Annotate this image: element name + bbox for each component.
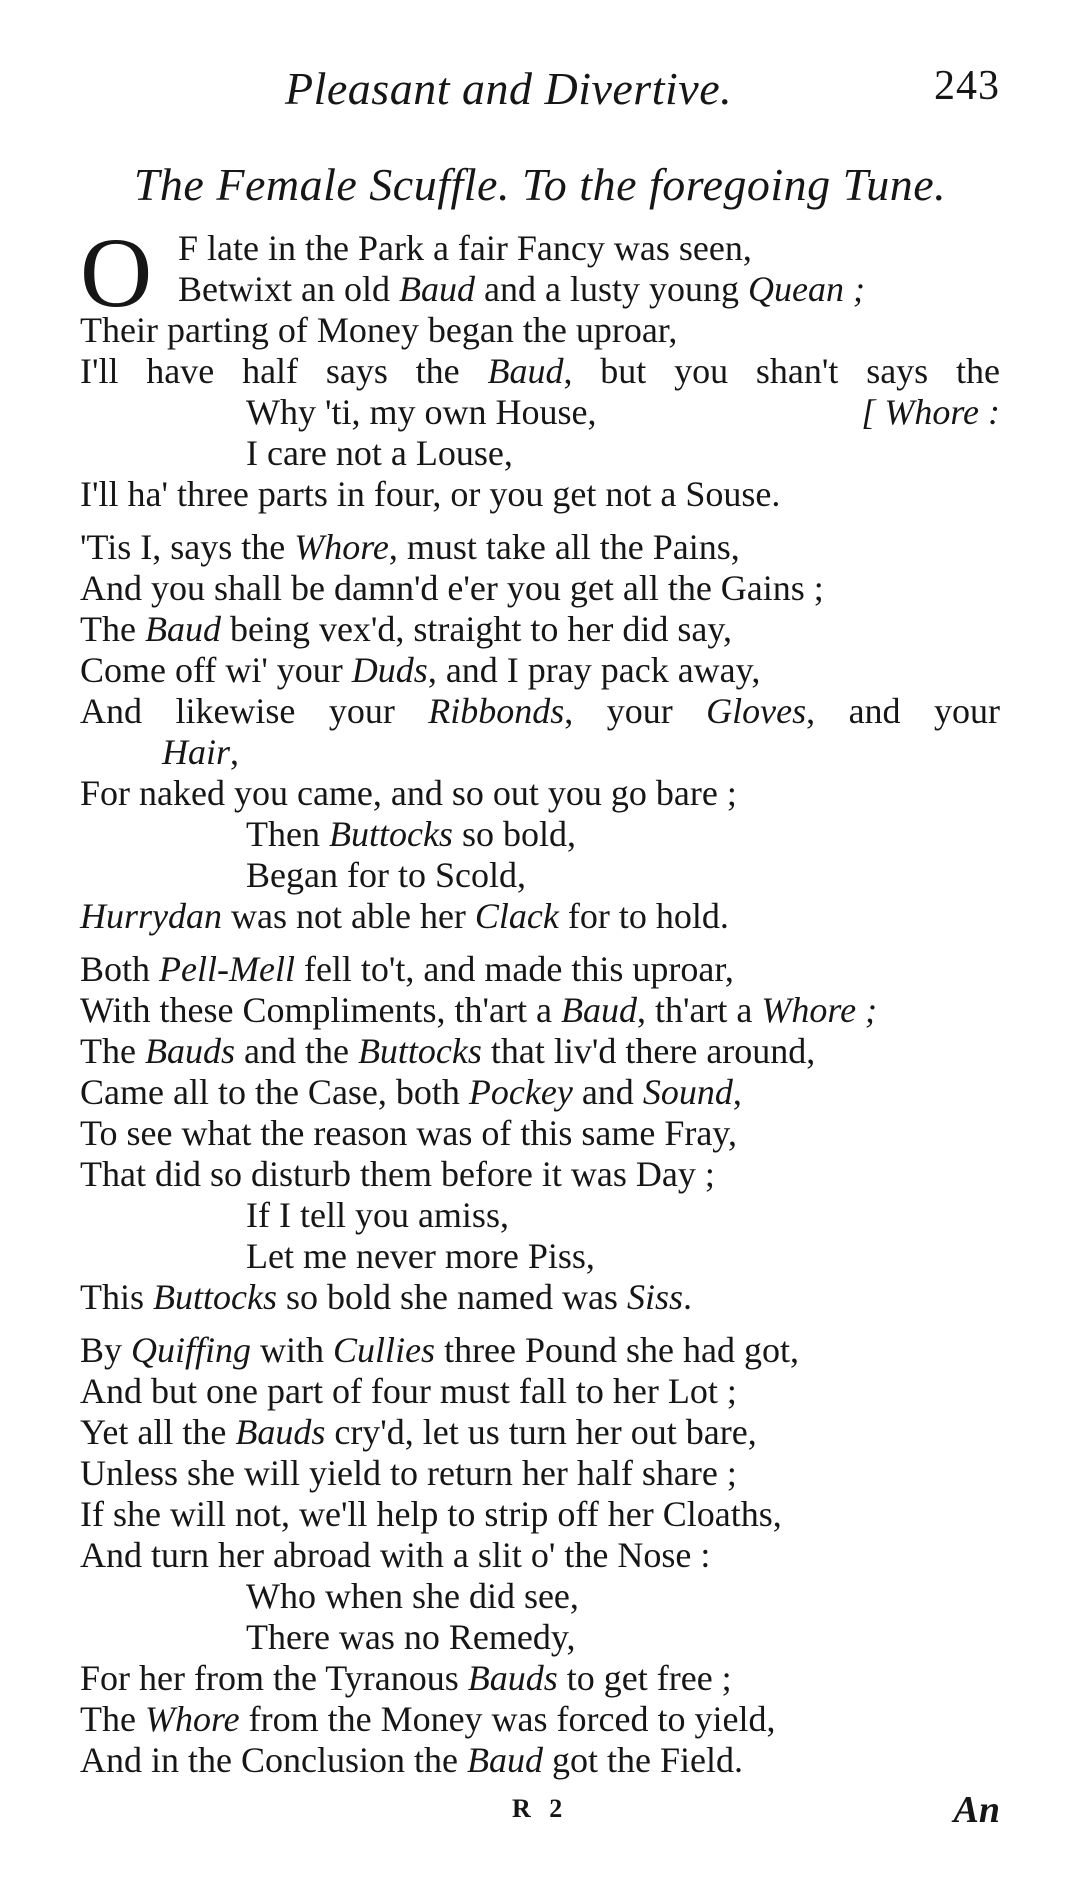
line-segment: , must take all the Pains, [388,527,740,567]
line-segment: Then [246,814,329,854]
line-segment: and [572,1072,643,1112]
line-segment: Clack [474,896,559,936]
line-segment: For her from the Tyranous [80,1658,468,1698]
line-segment: If I tell you amiss, [246,1195,509,1235]
line-segment: Buttocks [328,814,453,854]
line-segment: Their parting of Money began the uproar, [80,310,678,350]
line-segment: Why 'ti, my own House, [246,392,597,432]
poem-line [80,1195,1000,1236]
line-segment: Pell-Mell [159,949,295,989]
poem-line [80,650,1000,691]
poem-line [80,1535,1000,1576]
line-segment: I'll have half says the [80,351,488,391]
poem-line [80,896,1000,937]
line-segment: for to hold. [558,896,729,936]
poem-line [80,1740,1000,1781]
line-segment: Quean ; [747,269,865,309]
stanza [80,949,1000,1318]
line-segment: Sound [642,1072,733,1112]
line-segment: F late in the Park a fair Fancy was seen, [178,228,752,268]
poem-line [80,269,1000,310]
poem-line [80,1453,1000,1494]
line-segment: Whore ; [761,990,878,1030]
line-segment: Bauds [144,1031,235,1071]
line-segment: Who when she did see, [246,1576,579,1616]
poem-line [80,1330,1000,1371]
poem-line [80,609,1000,650]
song-title: The Female Scuffle. To the foregoing Tune. [133,159,947,210]
line-segment: Came all to the Case, both [80,1072,469,1112]
line-segment: And likewise your [80,691,429,731]
poem-line [80,310,1000,351]
poem-line [80,855,1000,896]
poem-line [80,691,1000,732]
poem-line [80,568,1000,609]
catchword: An [953,1789,1000,1831]
line-segment: , and your [806,691,1000,731]
line-segment: And you shall be damn'd e'er you get all the Gains ; [80,568,824,608]
line-segment: By [80,1330,132,1370]
line-segment: Began for to Scold, [246,855,526,895]
line-segment: from the Money was forced to yield, [239,1699,776,1739]
poem-line [80,1699,1000,1740]
line-segment: And turn her abroad with a slit o' the Nose : [80,1535,711,1575]
poem-line [80,228,1000,269]
poem-line [80,1236,1000,1277]
stanza [80,217,1000,515]
line-segment: Duds [351,650,428,690]
page-number: 243 [934,63,1000,109]
poem-line [80,433,1000,474]
line-segment: Whore [144,1699,240,1739]
poem-line [80,1494,1000,1535]
line-segment: The [80,1031,145,1071]
poem-line [80,1072,1000,1113]
line-segment: , your [564,691,707,731]
poem-line [80,1371,1000,1412]
line-segment: Both [80,949,160,989]
line-segment: Baud [398,269,475,309]
poem-line [80,990,1000,1031]
line-segment: The [80,1699,145,1739]
line-segment: three Pound she had got, [435,1330,799,1370]
line-segment: To see what the reason was of this same Fray, [80,1113,737,1153]
poem-line [80,1658,1000,1699]
poem-line [80,1576,1000,1617]
line-segment: With these Compliments, th'art a [80,990,561,1030]
line-segment: Ribbonds [428,691,565,731]
poem-line [80,392,1000,433]
poem-line [80,1617,1000,1658]
line-segment: Quiffing [131,1330,252,1370]
line-segment: Baud [560,990,637,1030]
line-segment: Betwixt an old [178,269,399,309]
line-segment: with [251,1330,334,1370]
line-segment: to get free ; [557,1658,732,1698]
line-segment: , [732,1072,742,1112]
line-segment: Come off wi' your [80,650,352,690]
line-segment: Pockey [468,1072,573,1112]
poem-line [80,474,1000,515]
line-segment: Gloves [706,691,807,731]
line-segment: This [80,1277,154,1317]
line-segment: so bold, [452,814,576,854]
poem-line [80,1412,1000,1453]
line-segment: 'Tis I, says the [80,527,295,567]
line-segment: The [80,609,145,649]
stanza [80,527,1000,937]
poem-line [80,1154,1000,1195]
turnover-word: [ Whore : [861,392,1000,432]
line-segment: Yet all the [80,1412,236,1452]
line-segment: For naked you came, and so out you go bare ; [80,773,737,813]
stanza [80,1330,1000,1781]
line-segment: and a lusty young [474,269,748,309]
line-segment: If she will not, we'll help to strip off her Cloaths, [80,1494,782,1534]
line-segment: Hurrydan [80,896,222,936]
line-segment: And in the Conclusion the [80,1740,467,1780]
line-segment: cry'd, let us turn her out bare, [325,1412,757,1452]
line-segment: got the Field. [542,1740,743,1780]
line-segment: Let me never more Piss, [246,1236,595,1276]
poem-line [80,732,1000,773]
line-segment: so bold she named was [276,1277,627,1317]
line-segment: There was no Remedy, [246,1617,576,1657]
line-segment: Baud [487,351,564,391]
line-segment: Hair [162,732,231,772]
poem-line [80,773,1000,814]
line-segment: , and I pray pack away, [427,650,761,690]
poem-line [80,1031,1000,1072]
running-title: Pleasant and Divertive. [285,63,733,114]
line-segment: Whore [294,527,389,567]
poem-line [80,1277,1000,1318]
line-segment: Unless she will yield to return her half share ; [80,1453,737,1493]
page-header [80,62,1000,122]
poem-line [80,527,1000,568]
line-segment: Cullies [333,1330,436,1370]
line-segment: I care not a Louse, [246,433,513,473]
poem-body [80,217,1000,1793]
poem-line [80,351,1000,392]
line-segment: Bauds [235,1412,326,1452]
poem-line [80,949,1000,990]
line-segment: Baud [144,609,221,649]
line-segment: Baud [466,1740,543,1780]
line-segment: was not able her [222,896,475,936]
line-segment: , [230,732,240,772]
poem-line [80,814,1000,855]
line-segment: Bauds [467,1658,558,1698]
line-segment: that liv'd there around, [481,1031,816,1071]
line-segment: , th'art a [636,990,762,1030]
poem-line [80,1113,1000,1154]
line-segment: I'll ha' three parts in four, or you get not a Souse. [80,474,781,514]
line-segment: That did so disturb them before it was Day ; [80,1154,715,1194]
drop-cap: O [80,217,153,328]
printer-signature: R 2 [512,1794,569,1823]
line-segment: fell to't, and made this uproar, [294,949,734,989]
line-segment: Buttocks [357,1031,482,1071]
line-segment: And but one part of four must fall to her Lot ; [80,1371,737,1411]
page-footer [80,1789,1000,1838]
line-segment: Buttocks [153,1277,277,1317]
line-segment: and the [234,1031,358,1071]
line-segment: . [682,1277,692,1317]
line-segment: being vex'd, straight to her did say, [220,609,733,649]
line-segment: , but you shan't says the [563,351,1000,391]
line-segment: Siss [626,1277,683,1317]
